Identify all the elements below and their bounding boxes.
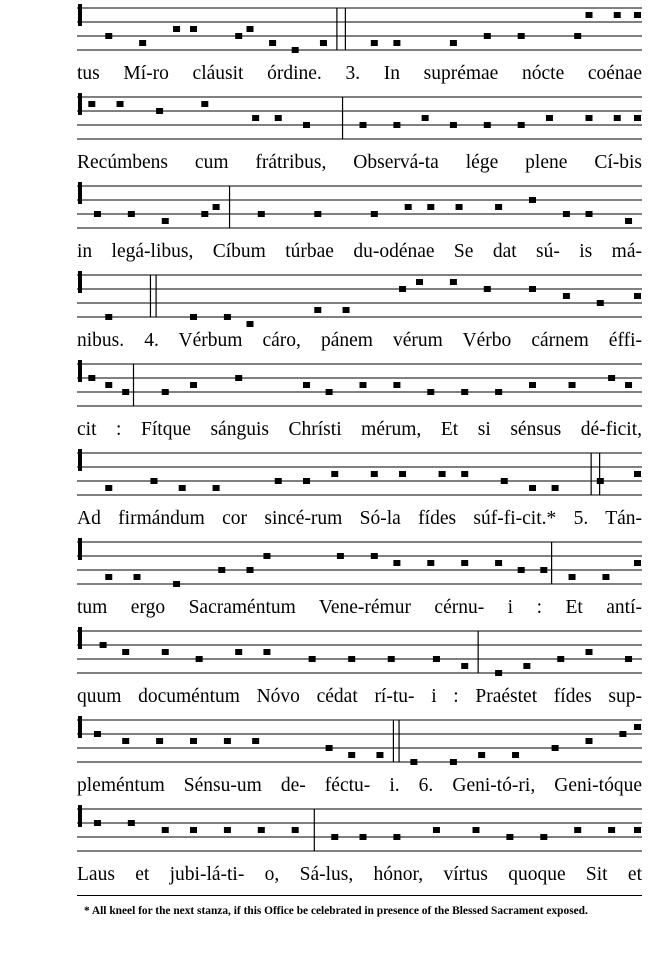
neume bbox=[614, 115, 621, 121]
neume bbox=[235, 375, 242, 381]
neume bbox=[258, 827, 265, 833]
neume bbox=[150, 478, 157, 484]
neume bbox=[128, 820, 135, 826]
lyric-line: Laus et jubi-lá-ti- o, Sá-lus, hónor, vírtus quoque Sit et bbox=[77, 864, 642, 885]
neume bbox=[393, 834, 400, 840]
clef-mark bbox=[78, 4, 82, 26]
neume bbox=[625, 656, 632, 662]
staff bbox=[77, 445, 642, 505]
neume bbox=[410, 759, 417, 765]
neume bbox=[456, 204, 463, 210]
staff bbox=[77, 0, 642, 60]
neume bbox=[252, 115, 259, 121]
neume bbox=[269, 40, 276, 46]
neume bbox=[190, 738, 197, 744]
staff bbox=[77, 356, 642, 416]
neume bbox=[552, 485, 559, 491]
neume bbox=[422, 115, 429, 121]
neume bbox=[162, 218, 169, 224]
neume bbox=[614, 12, 621, 18]
clef-mark bbox=[78, 538, 82, 560]
neume bbox=[179, 485, 186, 491]
neume bbox=[314, 307, 321, 313]
neume bbox=[625, 218, 632, 224]
neume bbox=[100, 642, 107, 648]
neume bbox=[258, 211, 265, 217]
clef-mark bbox=[78, 271, 82, 293]
neume bbox=[337, 553, 344, 559]
neume bbox=[450, 279, 457, 285]
neume bbox=[190, 314, 197, 320]
neume bbox=[416, 279, 423, 285]
neume bbox=[478, 752, 485, 758]
neume bbox=[105, 314, 112, 320]
neume bbox=[461, 560, 468, 566]
neume bbox=[461, 471, 468, 477]
neume bbox=[608, 375, 615, 381]
neume bbox=[371, 471, 378, 477]
staff bbox=[77, 623, 642, 683]
neume bbox=[546, 115, 553, 121]
neume bbox=[495, 670, 502, 676]
neume bbox=[450, 40, 457, 46]
chant-system-6 bbox=[0, 445, 660, 531]
neume bbox=[563, 293, 570, 299]
neume bbox=[314, 211, 321, 217]
neume bbox=[122, 738, 129, 744]
neume bbox=[292, 47, 299, 53]
neume bbox=[122, 649, 129, 655]
chant-system-7 bbox=[0, 534, 660, 620]
neume bbox=[326, 389, 333, 395]
neume bbox=[94, 820, 101, 826]
neume bbox=[388, 656, 395, 662]
neume bbox=[190, 382, 197, 388]
neume bbox=[399, 286, 406, 292]
neume bbox=[450, 122, 457, 128]
neume bbox=[224, 827, 231, 833]
neume bbox=[201, 101, 208, 107]
neume bbox=[94, 211, 101, 217]
neume bbox=[247, 567, 254, 573]
footnote: * All kneel for the next stanza, if this Office be celebrated in presence of the Blessed Sacrament exposed. bbox=[84, 905, 588, 917]
neume bbox=[105, 485, 112, 491]
staff bbox=[77, 712, 642, 772]
clef-mark bbox=[78, 360, 82, 382]
chant-system-2 bbox=[0, 89, 660, 175]
lyric-line: Ad firmándum cor sincé-rum Só-la fídes súf-fi-cit.* 5. Tán- bbox=[77, 508, 642, 529]
lyric-line: quum documéntum Nóvo cédat rí-tu- i : Praéstet fídes sup- bbox=[77, 686, 642, 707]
neume bbox=[586, 649, 593, 655]
clef-mark bbox=[78, 805, 82, 827]
neume bbox=[348, 656, 355, 662]
neume bbox=[557, 656, 564, 662]
neume bbox=[190, 827, 197, 833]
staff bbox=[77, 801, 642, 861]
neume bbox=[399, 471, 406, 477]
neume bbox=[518, 567, 525, 573]
neume bbox=[331, 471, 338, 477]
neume bbox=[586, 738, 593, 744]
neume bbox=[105, 574, 112, 580]
lyric-line: in legá-libus, Cíbum túrbae du-odénae Se dat sú- is má- bbox=[77, 241, 642, 262]
neume bbox=[634, 115, 641, 121]
neume bbox=[461, 389, 468, 395]
neume bbox=[371, 40, 378, 46]
neume bbox=[634, 560, 641, 566]
neume bbox=[235, 649, 242, 655]
neume bbox=[173, 26, 180, 32]
neume bbox=[376, 752, 383, 758]
chant-system-5 bbox=[0, 356, 660, 442]
neume bbox=[162, 827, 169, 833]
neume bbox=[563, 211, 570, 217]
lyric-line: cit : Fítque sánguis Chrísti mérum, Et si sénsus dé-ficit, bbox=[77, 419, 642, 440]
neume bbox=[484, 286, 491, 292]
neume bbox=[303, 382, 310, 388]
neume bbox=[326, 745, 333, 751]
chant-system-3 bbox=[0, 178, 660, 264]
chant-system-9 bbox=[0, 712, 660, 798]
chant-system-4 bbox=[0, 267, 660, 353]
neume bbox=[371, 553, 378, 559]
neume bbox=[252, 738, 259, 744]
neume bbox=[602, 574, 609, 580]
neume bbox=[473, 827, 480, 833]
neume bbox=[263, 553, 270, 559]
neume bbox=[88, 375, 95, 381]
staff bbox=[77, 178, 642, 238]
lyric-line: tum ergo Sacraméntum Vene-rémur cérnu- i : Et antí- bbox=[77, 597, 642, 618]
neume bbox=[393, 122, 400, 128]
neume bbox=[529, 286, 536, 292]
neume bbox=[360, 382, 367, 388]
chant-system-8 bbox=[0, 623, 660, 709]
neume bbox=[371, 211, 378, 217]
neume bbox=[105, 33, 112, 39]
neume bbox=[586, 12, 593, 18]
neume bbox=[484, 122, 491, 128]
neume bbox=[360, 834, 367, 840]
neume bbox=[275, 478, 282, 484]
neume bbox=[162, 389, 169, 395]
neume bbox=[105, 382, 112, 388]
neume bbox=[348, 752, 355, 758]
neume bbox=[309, 656, 316, 662]
neume bbox=[495, 560, 502, 566]
neume bbox=[506, 834, 513, 840]
staff bbox=[77, 89, 642, 149]
neume bbox=[552, 745, 559, 751]
neume bbox=[331, 834, 338, 840]
neume bbox=[518, 122, 525, 128]
neume bbox=[156, 738, 163, 744]
lyric-line: tus Mí-ro cláusit órdine. 3. In suprémae nócte coénae bbox=[77, 63, 642, 84]
neume bbox=[586, 211, 593, 217]
neume bbox=[619, 731, 626, 737]
neume bbox=[433, 827, 440, 833]
neume bbox=[540, 834, 547, 840]
neume bbox=[634, 293, 641, 299]
neume bbox=[512, 752, 519, 758]
neume bbox=[196, 656, 203, 662]
neume bbox=[439, 471, 446, 477]
neume bbox=[218, 567, 225, 573]
neume bbox=[213, 204, 220, 210]
neume bbox=[156, 108, 163, 114]
chant-system-10 bbox=[0, 801, 660, 887]
neume bbox=[608, 827, 615, 833]
neume bbox=[495, 204, 502, 210]
footnote-rule bbox=[77, 895, 642, 896]
neume bbox=[569, 382, 576, 388]
clef-mark bbox=[78, 93, 82, 115]
neume bbox=[88, 101, 95, 107]
neume bbox=[213, 485, 220, 491]
neume bbox=[433, 656, 440, 662]
neume bbox=[634, 471, 641, 477]
neume bbox=[201, 211, 208, 217]
neume bbox=[393, 40, 400, 46]
staff bbox=[77, 267, 642, 327]
clef-mark bbox=[78, 182, 82, 204]
neume bbox=[360, 122, 367, 128]
neume bbox=[529, 485, 536, 491]
neume bbox=[94, 731, 101, 737]
lyric-line: nibus. 4. Vérbum cáro, pánem vérum Vérbo cárnem éffi- bbox=[77, 330, 642, 351]
clef-mark bbox=[78, 716, 82, 738]
neume bbox=[529, 382, 536, 388]
neume bbox=[461, 663, 468, 669]
neume bbox=[586, 115, 593, 121]
neume bbox=[134, 574, 141, 580]
neume bbox=[518, 33, 525, 39]
neume bbox=[427, 389, 434, 395]
neume bbox=[540, 567, 547, 573]
neume bbox=[117, 101, 124, 107]
neume bbox=[190, 26, 197, 32]
neume bbox=[574, 827, 581, 833]
neume bbox=[292, 827, 299, 833]
neume bbox=[393, 382, 400, 388]
clef-mark bbox=[78, 449, 82, 471]
chant-system-1 bbox=[0, 0, 660, 86]
neume bbox=[634, 827, 641, 833]
neume bbox=[634, 12, 641, 18]
neume bbox=[162, 649, 169, 655]
neume bbox=[523, 663, 530, 669]
neume bbox=[263, 649, 270, 655]
neume bbox=[343, 307, 350, 313]
neume bbox=[501, 478, 508, 484]
neume bbox=[597, 478, 604, 484]
neume bbox=[247, 26, 254, 32]
neume bbox=[427, 204, 434, 210]
neume bbox=[235, 33, 242, 39]
neume bbox=[275, 115, 282, 121]
neume bbox=[320, 40, 327, 46]
neume bbox=[224, 738, 231, 744]
neume bbox=[495, 389, 502, 395]
neume bbox=[139, 40, 146, 46]
neume bbox=[173, 581, 180, 587]
neume bbox=[529, 197, 536, 203]
neume bbox=[569, 574, 576, 580]
clef-mark bbox=[78, 627, 82, 649]
neume bbox=[303, 122, 310, 128]
neume bbox=[450, 759, 457, 765]
neume bbox=[128, 211, 135, 217]
staff bbox=[77, 534, 642, 594]
neume bbox=[122, 389, 129, 395]
neume bbox=[597, 300, 604, 306]
lyric-line: pleméntum Sénsu-um de- féctu- i. 6. Geni-tó-ri, Geni-tóque bbox=[77, 775, 642, 796]
neume bbox=[484, 33, 491, 39]
neume bbox=[224, 314, 231, 320]
neume bbox=[393, 560, 400, 566]
neume bbox=[634, 724, 641, 730]
neume bbox=[247, 321, 254, 327]
neume bbox=[625, 382, 632, 388]
lyric-line: Recúmbens cum frátribus, Observá-ta lége plene Cí-bis bbox=[77, 152, 642, 173]
neume bbox=[405, 204, 412, 210]
neume bbox=[427, 560, 434, 566]
neume bbox=[303, 478, 310, 484]
neume bbox=[574, 33, 581, 39]
